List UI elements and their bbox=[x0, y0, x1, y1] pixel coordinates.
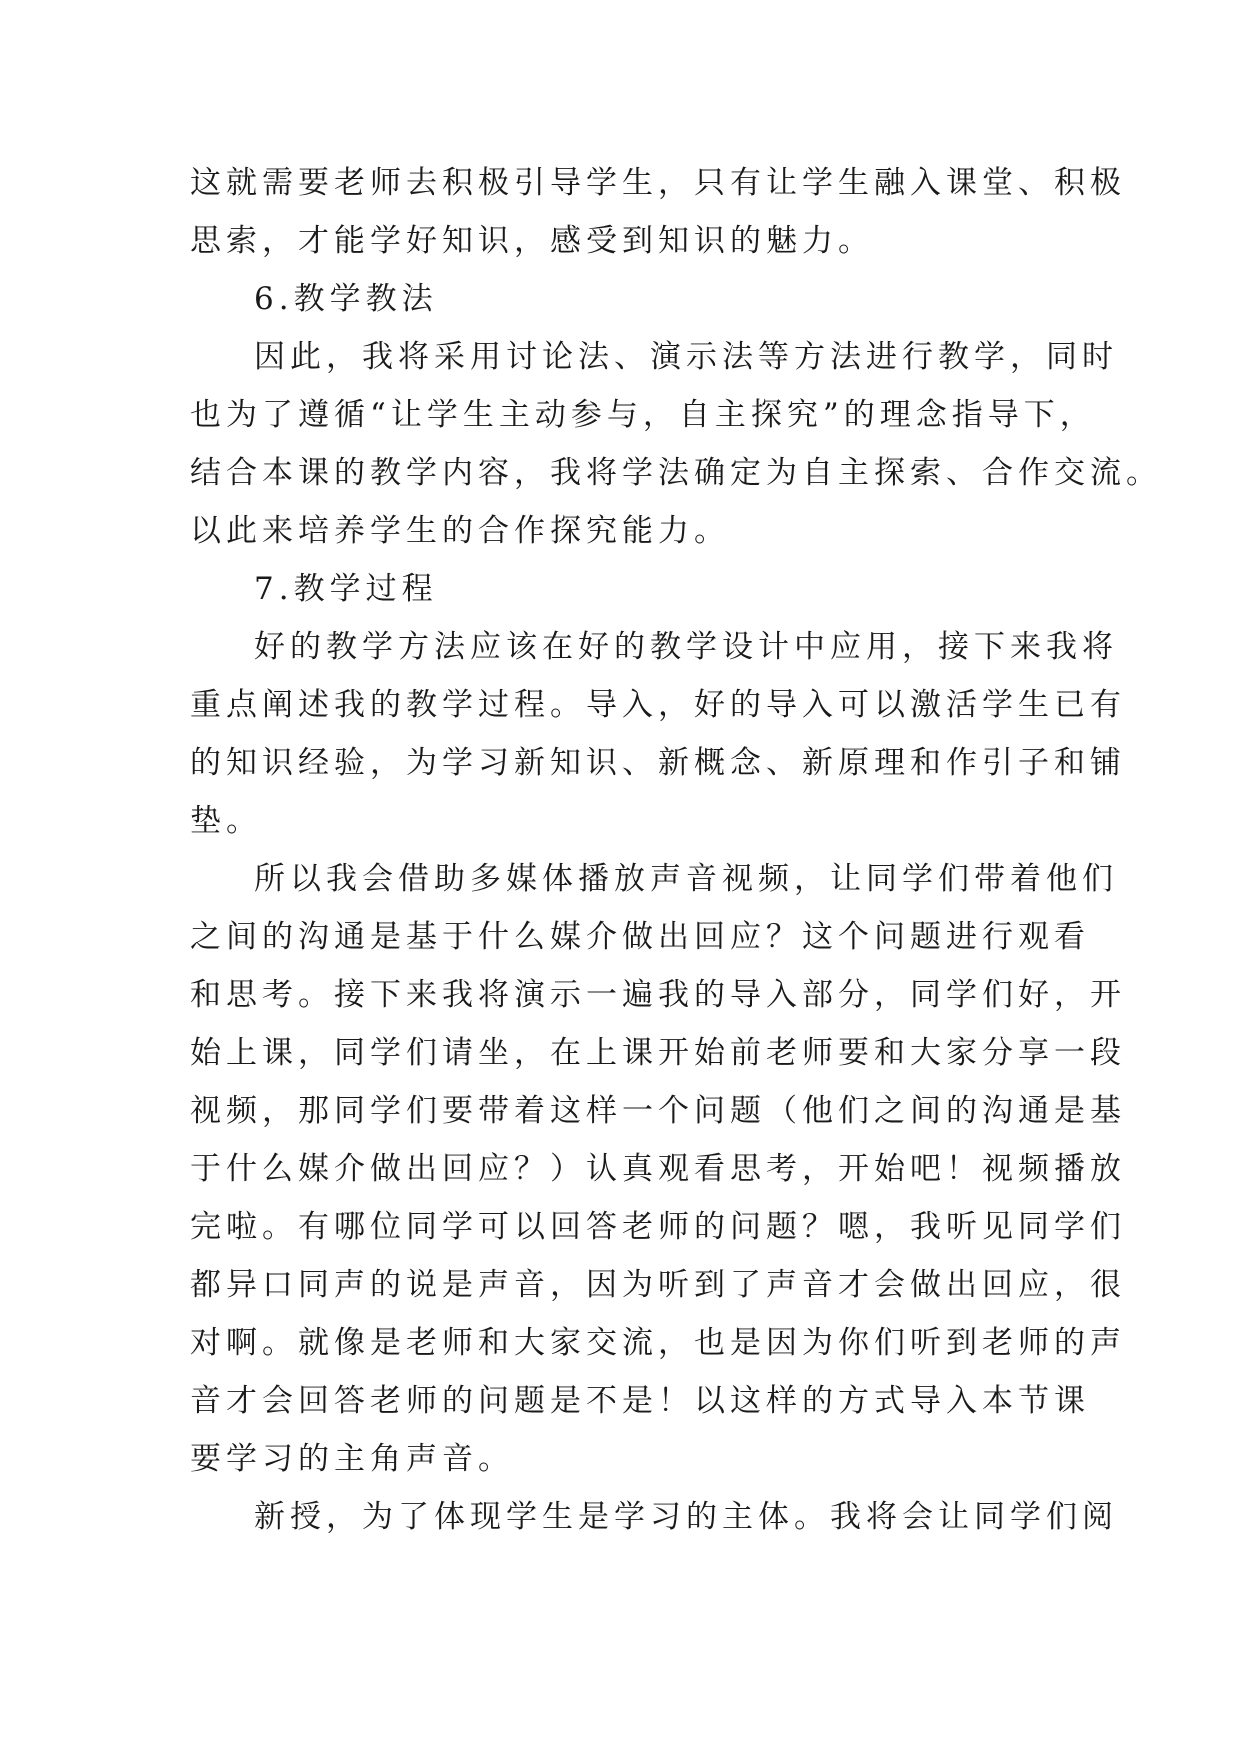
text-line-24: 新授，为了体现学生是学习的主体。我将会让同学们阅 bbox=[254, 1499, 1118, 1535]
text-line-13: 所以我会借助多媒体播放声音视频，让同学们带着他们 bbox=[254, 861, 1118, 897]
text-line-7: 以此来培养学生的合作探究能力。 bbox=[190, 513, 730, 549]
text-line-12: 垫。 bbox=[190, 803, 262, 839]
text-line-14: 之间的沟通是基于什么媒介做出回应？这个问题进行观看 bbox=[190, 919, 1090, 955]
section-heading-teaching-methods: 6.教学教法 bbox=[254, 281, 438, 317]
text-line-15: 和思考。接下来我将演示一遍我的导入部分，同学们好，开 bbox=[190, 977, 1126, 1013]
text-line-17: 视频，那同学们要带着这样一个问题（他们之间的沟通是基 bbox=[190, 1093, 1126, 1129]
text-line-16: 始上课，同学们请坐，在上课开始前老师要和大家分享一段 bbox=[190, 1035, 1126, 1071]
text-line-22: 音才会回答老师的问题是不是！以这样的方式导入本节课 bbox=[190, 1383, 1090, 1419]
section-heading-teaching-process: 7.教学过程 bbox=[254, 571, 438, 607]
text-line-18: 于什么媒介做出回应？）认真观看思考，开始吧！视频播放 bbox=[190, 1151, 1126, 1187]
text-line-10: 重点阐述我的教学过程。导入，好的导入可以激活学生已有 bbox=[190, 687, 1126, 723]
text-line-21: 对啊。就像是老师和大家交流，也是因为你们听到老师的声 bbox=[190, 1325, 1126, 1361]
text-line-19: 完啦。有哪位同学可以回答老师的问题？嗯，我听见同学们 bbox=[190, 1209, 1126, 1245]
text-line-23: 要学习的主角声音。 bbox=[190, 1441, 514, 1477]
text-line-5: 也为了遵循“让学生主动参与，自主探究”的理念指导下， bbox=[190, 397, 1096, 433]
text-line-2: 思索，才能学好知识，感受到知识的魅力。 bbox=[190, 223, 874, 259]
document-body bbox=[190, 154, 1162, 1546]
text-line-20: 都异口同声的说是声音，因为听到了声音才会做出回应，很 bbox=[190, 1267, 1126, 1303]
text-line-11: 的知识经验，为学习新知识、新概念、新原理和作引子和铺 bbox=[190, 745, 1126, 781]
text-line-6: 结合本课的教学内容，我将学法确定为自主探索、合作交流。 bbox=[190, 455, 1162, 491]
text-line-1: 这就需要老师去积极引导学生，只有让学生融入课堂、积极 bbox=[190, 165, 1126, 201]
text-line-4: 因此，我将采用讨论法、演示法等方法进行教学，同时 bbox=[254, 339, 1118, 375]
text-line-9: 好的教学方法应该在好的教学设计中应用，接下来我将 bbox=[254, 629, 1118, 665]
